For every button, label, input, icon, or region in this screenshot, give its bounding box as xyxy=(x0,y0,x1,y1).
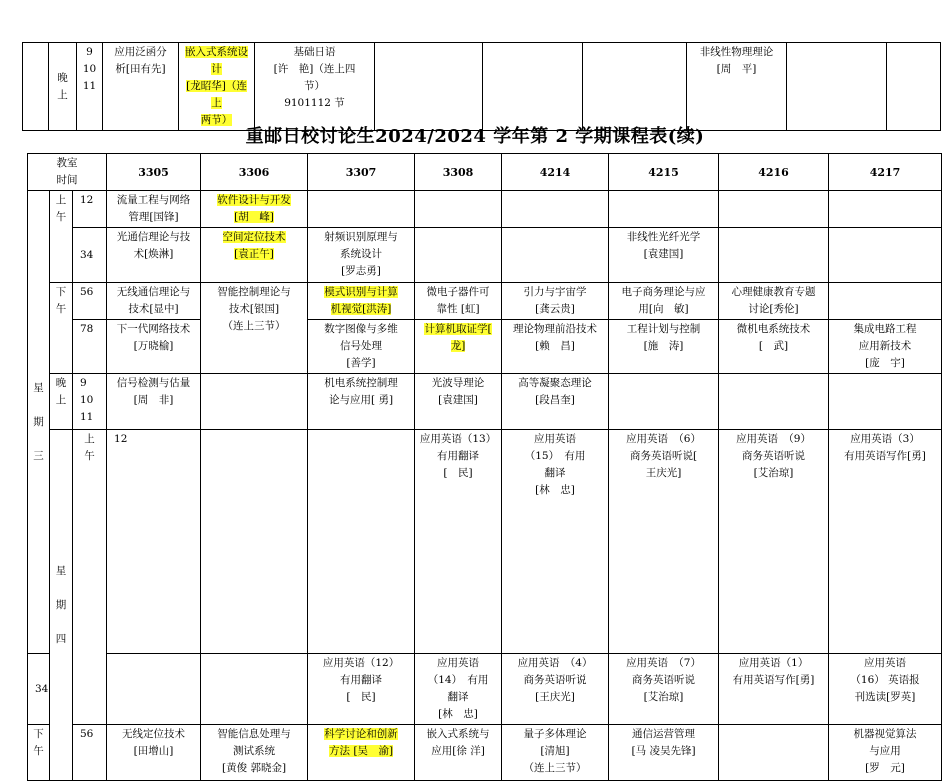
room-header: 4216 xyxy=(719,154,829,191)
course-cell: 计算机取证学[ 龙] xyxy=(415,320,502,374)
course-cell: 工程计划与控制 [施 涛] xyxy=(609,320,719,374)
course-cell: 下一代网络技术 [万晓榆] xyxy=(107,320,201,374)
room-header: 3307 xyxy=(308,154,415,191)
course-cell xyxy=(787,43,887,131)
course-cell: 软件设计与开发 [胡 峰] xyxy=(201,191,308,228)
slot-label: 34 xyxy=(73,228,107,283)
table-row xyxy=(28,430,942,654)
course-cell xyxy=(502,191,609,228)
room-header: 4214 xyxy=(502,154,609,191)
course-cell: 应用英语 （7） 商务英语听说 [艾治琼] xyxy=(609,654,719,725)
course-cell: 应用英语（1） 有用英语写作[勇] xyxy=(719,654,829,725)
course-cell: 高等凝聚态理论 [段昌奎] xyxy=(502,374,609,430)
course-cell xyxy=(609,191,719,228)
course-cell: 应用英语 （16） 英语报 刊选读[罗英] xyxy=(829,654,942,725)
period-label: 晚 上 xyxy=(50,374,73,430)
room-header: 4215 xyxy=(609,154,719,191)
table-row xyxy=(28,725,942,781)
room-header: 4217 xyxy=(829,154,942,191)
course-cell: 数字图像与多维 信号处理 [善学] xyxy=(308,320,415,374)
course-cell: 科学讨论和创新 方法 [吴 渝] xyxy=(308,725,415,781)
course-cell xyxy=(201,374,308,430)
course-cell: 非线性物理理论 [周 平] xyxy=(687,43,787,131)
table-row xyxy=(28,654,942,725)
course-cell: 应用英语（3） 有用英语写作[勇] xyxy=(829,430,942,654)
course-cell xyxy=(719,374,829,430)
course-cell xyxy=(719,228,829,283)
course-cell xyxy=(583,43,687,131)
course-cell xyxy=(415,191,502,228)
course-cell xyxy=(719,191,829,228)
table-row xyxy=(28,283,942,320)
course-cell: 非线性光纤光学 [袁建国] xyxy=(609,228,719,283)
day-cell xyxy=(23,43,49,131)
previous-schedule-fragment xyxy=(22,42,941,131)
course-cell: 智能控制理论与 技术[银国] （连上三节） xyxy=(201,283,308,374)
course-cell xyxy=(201,654,308,725)
slot-label: 9 10 11 xyxy=(77,43,103,131)
course-cell: 模式识别与计算 机视觉[洪涛] xyxy=(308,283,415,320)
room-header: 3306 xyxy=(201,154,308,191)
period-label: 上 午 xyxy=(73,430,107,725)
period-label: 晚 上 xyxy=(49,43,77,131)
course-cell: 电子商务理论与应 用[向 敏] xyxy=(609,283,719,320)
period-label: 下 午 xyxy=(28,725,50,781)
period-label: 下 午 xyxy=(50,283,73,374)
course-cell: 应用英语 （9） 商务英语听说 [艾治琼] xyxy=(719,430,829,654)
course-cell: 光通信理论与技 术[焕淋] xyxy=(107,228,201,283)
course-cell: 量子多体理论 [清旭] （连上三节） xyxy=(502,725,609,781)
slot-label: 56 xyxy=(73,283,107,320)
period-label: 上 午 xyxy=(50,191,73,283)
day-label-wednesday: 星 期 三 xyxy=(28,191,50,654)
course-cell xyxy=(887,43,941,131)
course-cell: 微机电系统技术 [ 武] xyxy=(719,320,829,374)
course-cell: 机电系统控制理 论与应用[ 勇] xyxy=(308,374,415,430)
course-cell xyxy=(829,228,942,283)
course-cell xyxy=(308,430,415,654)
course-cell xyxy=(609,374,719,430)
course-cell: 心理健康教育专题 讨论[秀伦] xyxy=(719,283,829,320)
course-cell: 应用英语 （4） 商务英语听说 [王庆光] xyxy=(502,654,609,725)
header-row xyxy=(28,154,942,191)
course-cell: 应用英语（13） 有用翻译 [ 民] xyxy=(415,430,502,654)
course-cell xyxy=(201,430,308,654)
course-cell: 应用泛函分 析[田有先] xyxy=(103,43,179,131)
course-cell: 通信运营管理 [马 凌吴先锋] xyxy=(609,725,719,781)
course-cell: 理论物理前沿技术 [赖 昌] xyxy=(502,320,609,374)
course-cell xyxy=(483,43,583,131)
schedule-table xyxy=(27,153,942,781)
course-cell xyxy=(415,228,502,283)
course-cell: 无线定位技术 [田增山] xyxy=(107,725,201,781)
course-cell xyxy=(829,191,942,228)
slot-label: 9 10 11 xyxy=(73,374,107,430)
slot-label: 78 xyxy=(73,320,107,374)
course-cell: 流量工程与网络 管理[国锋] xyxy=(107,191,201,228)
course-cell xyxy=(107,654,201,725)
course-cell: 应用英语 （6） 商务英语听说[ 王庆光] xyxy=(609,430,719,654)
slot-label: 34 xyxy=(28,654,50,725)
day-label-thursday: 星 期 四 xyxy=(50,430,73,781)
course-cell: 嵌入式系统设计 [龙昭华]（连上 两节） xyxy=(179,43,255,131)
corner-header: 教室 时间 xyxy=(28,154,107,191)
course-cell xyxy=(375,43,483,131)
course-cell: 基础日语 [许 艳]（连上四 节） 9101112 节 xyxy=(255,43,375,131)
room-header: 3305 xyxy=(107,154,201,191)
course-cell xyxy=(829,283,942,320)
table-row xyxy=(28,228,942,283)
course-cell: 无线通信理论与 技术[显中] xyxy=(107,283,201,320)
course-cell: 集成电路工程 应用新技术 [庞 宇] xyxy=(829,320,942,374)
slot-label: 12 xyxy=(73,191,107,228)
course-cell: 应用英语 （15） 有用 翻译 [林 忠] xyxy=(502,430,609,654)
course-cell: 引力与宇宙学 [龚云贵] xyxy=(502,283,609,320)
course-cell: 应用英语（12） 有用翻译 [ 民] xyxy=(308,654,415,725)
course-cell: 微电子器件可 靠性 [虹] xyxy=(415,283,502,320)
schedule-title: 重邮日校讨论生2024/2024 学年第 2 学期课程表(续) xyxy=(245,126,705,147)
course-cell: 空间定位技术 [袁正午] xyxy=(201,228,308,283)
table-row xyxy=(28,320,942,374)
course-cell: 应用英语 （14） 有用 翻译 [林 忠] xyxy=(415,654,502,725)
table-row xyxy=(28,191,942,228)
course-cell: 信号检测与估量 [周 非] xyxy=(107,374,201,430)
course-cell xyxy=(308,191,415,228)
slot-label: 12 xyxy=(107,430,201,654)
course-cell xyxy=(719,725,829,781)
course-cell xyxy=(829,374,942,430)
course-cell: 光波导理论 [袁建国] xyxy=(415,374,502,430)
course-cell: 智能信息处理与 测试系统 [黄俊 郭晓金] xyxy=(201,725,308,781)
course-cell: 射频识别原理与 系统设计 [罗志勇] xyxy=(308,228,415,283)
course-cell: 机器视觉算法 与应用 [罗 元] xyxy=(829,725,942,781)
course-cell: 嵌入式系统与 应用[徐 洋] xyxy=(415,725,502,781)
slot-label: 56 xyxy=(73,725,107,781)
room-header: 3308 xyxy=(415,154,502,191)
table-row xyxy=(28,374,942,430)
course-cell xyxy=(502,228,609,283)
